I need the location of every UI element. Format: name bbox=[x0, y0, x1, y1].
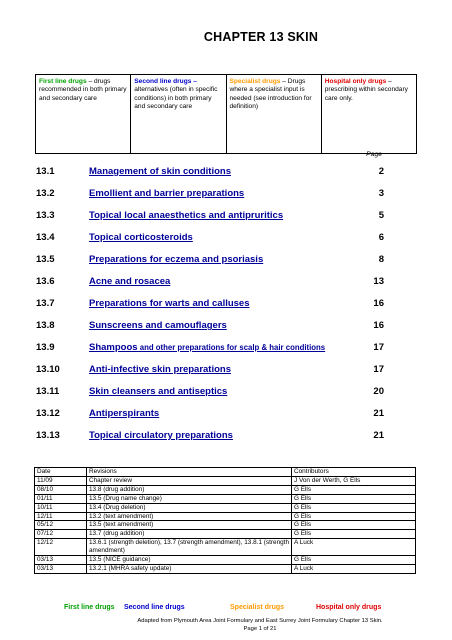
table-row bbox=[35, 485, 416, 494]
drug-category-legend bbox=[35, 74, 417, 154]
cell-date: 10/11 bbox=[35, 503, 87, 512]
toc-row bbox=[36, 298, 384, 320]
toc-number: 13.9 bbox=[36, 342, 55, 353]
table-row bbox=[35, 539, 416, 556]
cell-date: 12/11 bbox=[35, 512, 87, 521]
toc-row bbox=[36, 386, 384, 408]
cell-contributor: G Ells bbox=[292, 512, 416, 521]
toc-number: 13.11 bbox=[36, 386, 60, 397]
table-row bbox=[35, 564, 416, 573]
toc-number: 13.6 bbox=[36, 276, 55, 287]
toc-link[interactable]: Topical corticosteroids bbox=[89, 232, 193, 243]
toc-link[interactable]: Antiperspirants bbox=[89, 408, 160, 419]
table-row bbox=[35, 530, 416, 539]
cell-revision: 13.5 (text amendment) bbox=[87, 521, 292, 530]
toc-link[interactable]: Topical circulatory preparations bbox=[89, 430, 233, 441]
legend-first-line-desc: – drugs recommended in both primary and secondary care bbox=[39, 78, 127, 102]
toc-link[interactable]: Topical local anaesthetics and antipruritics bbox=[89, 210, 284, 221]
table-row bbox=[35, 494, 416, 503]
legend-hospital-only-key: Hospital only drugs bbox=[324, 78, 387, 85]
toc-row bbox=[36, 320, 384, 342]
toc-link[interactable]: Preparations for warts and calluses bbox=[89, 298, 250, 309]
toc-link-main: Shampoos bbox=[89, 342, 138, 353]
toc-page: 21 bbox=[373, 430, 384, 441]
cell-contributor: G Ells bbox=[292, 503, 416, 512]
footer-source: Adapted from Plymouth Area Joint Formulary and East Surrey Joint Formulary Chapter 13 Skin. bbox=[137, 618, 383, 624]
table-header-row bbox=[35, 468, 416, 477]
toc-page: 17 bbox=[373, 342, 384, 353]
footer-page-number: Page 1 of 21 bbox=[243, 626, 277, 632]
toc-page: 3 bbox=[378, 188, 384, 199]
toc-row bbox=[36, 408, 384, 430]
toc-row bbox=[36, 232, 384, 254]
toc-page: 21 bbox=[373, 408, 384, 419]
cell-revision: Chapter review bbox=[87, 476, 292, 485]
revision-history-table bbox=[34, 467, 416, 574]
toc-row bbox=[36, 254, 384, 276]
legend-specialist-desc: – Drugs where a specialist input is needed (see introduction for definition) bbox=[229, 78, 312, 111]
toc-link[interactable]: Acne and rosacea bbox=[89, 276, 171, 287]
header-contributors: Contributors bbox=[292, 468, 416, 477]
table-of-contents bbox=[36, 166, 384, 452]
legend-second-line-desc: alternatives (often in specific conditions) in both primary and secondary care bbox=[134, 86, 218, 111]
toc-number: 13.2 bbox=[36, 188, 55, 199]
legend-first-line bbox=[36, 75, 131, 153]
cell-contributor: J Von der Werth, G Ells bbox=[292, 476, 416, 485]
legend-second-line bbox=[131, 75, 226, 153]
page-column-label: Page bbox=[366, 151, 382, 158]
table-row bbox=[35, 521, 416, 530]
table-row bbox=[35, 556, 416, 565]
footer-legend bbox=[0, 604, 452, 611]
toc-link[interactable]: Anti-infective skin preparations bbox=[89, 364, 232, 375]
toc-row bbox=[36, 276, 384, 298]
cell-revision: 13.6.1 (strength deletion), 13.7 (strength amendment), 13.8.1 (strength amendment) bbox=[87, 539, 292, 556]
cell-date: 08/10 bbox=[35, 485, 87, 494]
toc-link-suffix: and other preparations for scalp & hair conditions bbox=[137, 343, 326, 352]
toc-number: 13.7 bbox=[36, 298, 55, 309]
cell-revision: 13.5 (Drug name change) bbox=[87, 494, 292, 503]
cell-date: 01/11 bbox=[35, 494, 87, 503]
toc-page: 20 bbox=[373, 386, 384, 397]
toc-page: 17 bbox=[373, 364, 384, 375]
toc-row bbox=[36, 364, 384, 386]
toc-number: 13.3 bbox=[36, 210, 55, 221]
legend-specialist-key: Specialist drugs bbox=[229, 78, 281, 85]
cell-revision: 13.2 (text amendment) bbox=[87, 512, 292, 521]
cell-contributor: G Ells bbox=[292, 485, 416, 494]
cell-revision: 13.2.1 (MHRA safety update) bbox=[87, 564, 292, 573]
cell-revision: 13.5 (NICE guidance) bbox=[87, 556, 292, 565]
footer-specialist: Specialist drugs bbox=[230, 604, 285, 611]
cell-date: 11/09 bbox=[35, 476, 87, 485]
toc-link[interactable]: Skin cleansers and antiseptics bbox=[89, 386, 228, 397]
toc-number: 13.4 bbox=[36, 232, 55, 243]
toc-row bbox=[36, 342, 384, 364]
toc-page: 5 bbox=[378, 210, 384, 221]
toc-row bbox=[36, 166, 384, 188]
toc-row bbox=[36, 210, 384, 232]
footer-hospital-only: Hospital only drugs bbox=[316, 604, 382, 611]
toc-page: 13 bbox=[373, 276, 384, 287]
cell-contributor: A Luck bbox=[292, 564, 416, 573]
table-row bbox=[35, 476, 416, 485]
toc-number: 13.13 bbox=[36, 430, 60, 441]
toc-number: 13.5 bbox=[36, 254, 55, 265]
table-row bbox=[35, 512, 416, 521]
cell-contributor: G Ells bbox=[292, 530, 416, 539]
toc-page: 16 bbox=[373, 298, 384, 309]
cell-date: 03/13 bbox=[35, 564, 87, 573]
legend-specialist bbox=[227, 75, 322, 153]
cell-date: 12/12 bbox=[35, 539, 87, 556]
cell-revision: 13.7 (drug addition) bbox=[87, 530, 292, 539]
toc-number: 13.1 bbox=[36, 166, 55, 177]
toc-link[interactable] bbox=[89, 342, 325, 353]
cell-date: 03/13 bbox=[35, 556, 87, 565]
cell-revision: 13.8 (drug addition) bbox=[87, 485, 292, 494]
toc-number: 13.10 bbox=[36, 364, 60, 375]
cell-revision: 13.4 (Drug deletion) bbox=[87, 503, 292, 512]
legend-first-line-key: First line drugs bbox=[39, 78, 87, 85]
footer-second-line: Second line drugs bbox=[124, 604, 185, 611]
page-footer bbox=[0, 617, 452, 633]
toc-link[interactable]: Management of skin conditions bbox=[89, 166, 231, 177]
legend-hospital-only-desc: – prescribing within secondary care only. bbox=[324, 78, 408, 102]
footer-first-line: First line drugs bbox=[64, 604, 115, 611]
toc-page: 16 bbox=[373, 320, 384, 331]
cell-contributor: A Luck bbox=[292, 539, 416, 556]
cell-contributor: G Ells bbox=[292, 494, 416, 503]
cell-date: 07/12 bbox=[35, 530, 87, 539]
header-date: Date bbox=[35, 468, 87, 477]
cell-date: 05/12 bbox=[35, 521, 87, 530]
toc-page: 2 bbox=[378, 166, 384, 177]
legend-second-line-key: Second line drugs – bbox=[134, 78, 197, 85]
table-row bbox=[35, 503, 416, 512]
header-revisions: Revisions bbox=[87, 468, 292, 477]
legend-hospital-only bbox=[322, 75, 416, 153]
toc-page: 8 bbox=[378, 254, 384, 265]
toc-number: 13.8 bbox=[36, 320, 55, 331]
toc-number: 13.12 bbox=[36, 408, 60, 419]
toc-page: 6 bbox=[378, 232, 384, 243]
toc-row bbox=[36, 430, 384, 452]
toc-link[interactable]: Preparations for eczema and psoriasis bbox=[89, 254, 264, 265]
chapter-title: CHAPTER 13 SKIN bbox=[203, 30, 319, 44]
toc-link[interactable]: Sunscreens and camouflagers bbox=[89, 320, 227, 331]
cell-contributor: G Ells bbox=[292, 556, 416, 565]
toc-row bbox=[36, 188, 384, 210]
toc-link[interactable]: Emollient and barrier preparations bbox=[89, 188, 245, 199]
cell-contributor: G Ells bbox=[292, 521, 416, 530]
